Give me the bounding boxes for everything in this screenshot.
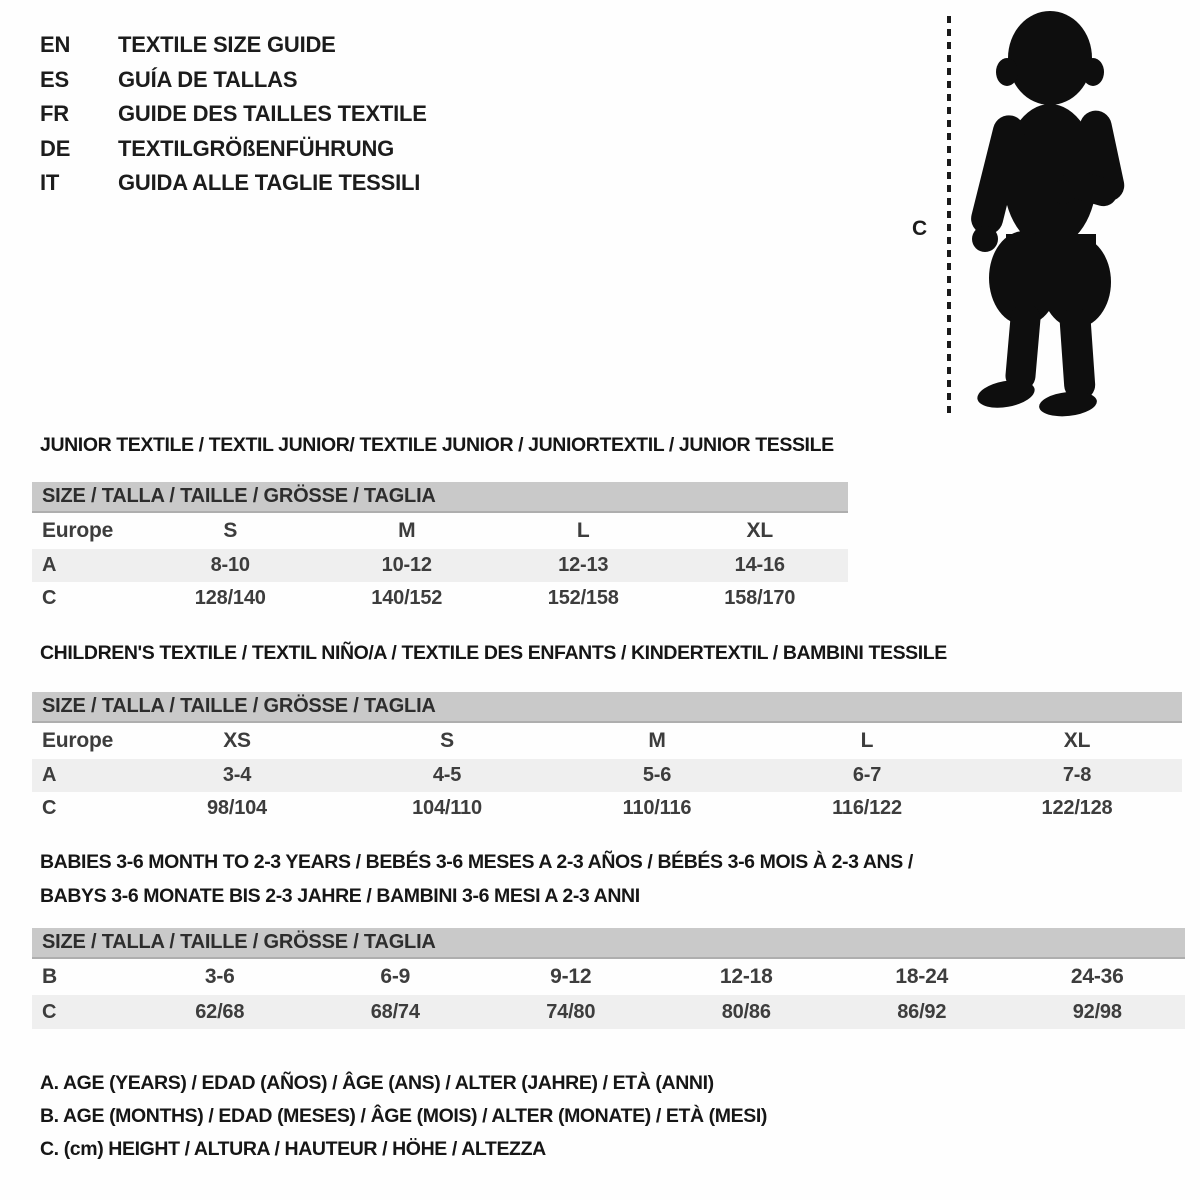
row-label: B — [42, 965, 57, 988]
lang-code: DE — [40, 135, 71, 161]
height-cell: 140/152 — [371, 587, 443, 609]
months-cell: 6-9 — [380, 965, 411, 988]
junior-size-table — [32, 482, 848, 615]
size-cell: XS — [223, 729, 251, 752]
row-label: A — [42, 554, 57, 576]
legend-line-height-cm: C. (cm) HEIGHT / ALTURA / HAUTEUR / HÖHE / ALTEZZA — [40, 1138, 546, 1160]
height-cell: 98/104 — [207, 797, 267, 819]
height-cell: 92/98 — [1072, 1000, 1122, 1023]
lang-row-it — [40, 166, 427, 201]
toddler-silhouette-icon — [962, 6, 1142, 418]
height-cell: 86/92 — [897, 1000, 947, 1023]
size-header-bar: SIZE / TALLA / TAILLE / GRÖSSE / TAGLIA — [32, 692, 1182, 723]
lang-row-en — [40, 28, 427, 63]
age-cell: 6-7 — [852, 764, 882, 786]
lang-title: GUIDA ALLE TAGLIE TESSILI — [118, 170, 421, 195]
size-header-bar: SIZE / TALLA / TAILLE / GRÖSSE / TAGLIA — [32, 928, 1185, 959]
age-cell: 5-6 — [642, 764, 672, 786]
size-cell: XL — [1063, 729, 1091, 752]
babies-section-title-line2: BABYS 3-6 MONATE BIS 2-3 JAHRE / BAMBINI 3-6 MESI A 2-3 ANNI — [40, 885, 640, 907]
table-row-europe — [32, 513, 848, 549]
lang-title: GUÍA DE TALLAS — [118, 66, 298, 92]
children-section-title: CHILDREN'S TEXTILE / TEXTIL NIÑO/A / TEXTILE DES ENFANTS / KINDERTEXTIL / BAMBINI TESSILE — [40, 642, 947, 664]
height-cell: 128/140 — [194, 587, 266, 609]
size-cell: M — [398, 519, 416, 542]
junior-section-title: JUNIOR TEXTILE / TEXTIL JUNIOR/ TEXTILE JUNIOR / JUNIORTEXTIL / JUNIOR TESSILE — [40, 434, 834, 456]
lang-row-es — [40, 63, 427, 98]
children-size-table — [32, 692, 1182, 825]
height-cell: 158/170 — [724, 587, 796, 609]
height-cell: 80/86 — [721, 1000, 771, 1023]
lang-code: IT — [40, 170, 60, 195]
months-cell: 3-6 — [204, 965, 235, 988]
age-cell: 3-4 — [222, 764, 252, 786]
row-label: C — [42, 1000, 57, 1023]
age-cell: 4-5 — [432, 764, 462, 786]
height-cell: 122/128 — [1041, 797, 1113, 819]
months-cell: 12-18 — [719, 965, 773, 988]
size-cell: XL — [746, 519, 773, 542]
lang-code: FR — [40, 101, 69, 126]
size-cell: L — [576, 519, 590, 542]
height-cell: 62/68 — [195, 1000, 245, 1023]
babies-section-title-line1: BABIES 3-6 MONTH TO 2-3 YEARS / BEBÉS 3-6 MESES A 2-3 AÑOS / BÉBÉS 3-6 MOIS À 2-3 ANS / — [40, 851, 913, 873]
row-label: C — [42, 797, 57, 819]
language-header — [40, 28, 427, 201]
legend-line-age-months: B. AGE (MONTHS) / EDAD (MESES) / ÂGE (MOIS) / ALTER (MONATE) / ETÀ (MESI) — [40, 1105, 767, 1127]
size-header-bar: SIZE / TALLA / TAILLE / GRÖSSE / TAGLIA — [32, 482, 848, 513]
table-row-months — [32, 959, 1185, 995]
row-label: A — [42, 764, 57, 786]
row-label: Europe — [42, 729, 114, 752]
months-cell: 18-24 — [895, 965, 949, 988]
size-cell: M — [648, 729, 666, 752]
size-cell: S — [223, 519, 238, 542]
size-cell: L — [860, 729, 874, 752]
lang-code: EN — [40, 32, 71, 57]
babies-size-table — [32, 928, 1185, 1029]
height-measure-label: C — [912, 217, 928, 240]
lang-code: ES — [40, 66, 69, 92]
table-row-age — [32, 549, 848, 582]
age-cell: 8-10 — [210, 554, 250, 576]
row-label: Europe — [42, 519, 114, 542]
table-row-age — [32, 759, 1182, 792]
lang-row-fr — [40, 97, 427, 132]
table-row-height — [32, 995, 1185, 1029]
age-cell: 14-16 — [734, 554, 785, 576]
height-measure-dashed-line — [947, 16, 951, 414]
height-cell: 152/158 — [547, 587, 619, 609]
height-cell: 68/74 — [370, 1000, 420, 1023]
months-cell: 24-36 — [1070, 965, 1124, 988]
lang-title: TEXTILGRÖßENFÜHRUNG — [118, 135, 395, 161]
height-cell: 104/110 — [412, 797, 482, 819]
height-cell: 74/80 — [546, 1000, 596, 1023]
height-cell: 116/122 — [832, 797, 902, 819]
table-row-height — [32, 582, 848, 615]
height-cell: 110/116 — [622, 797, 692, 819]
lang-row-de — [40, 132, 427, 167]
lang-title: TEXTILE SIZE GUIDE — [118, 32, 336, 57]
age-cell: 12-13 — [558, 554, 609, 576]
row-label: C — [42, 587, 57, 609]
months-cell: 9-12 — [550, 965, 592, 988]
lang-title: GUIDE DES TAILLES TEXTILE — [118, 101, 427, 126]
age-cell: 10-12 — [381, 554, 432, 576]
age-cell: 7-8 — [1062, 764, 1092, 786]
table-row-height — [32, 792, 1182, 825]
size-cell: S — [440, 729, 454, 752]
legend-line-age-years: A. AGE (YEARS) / EDAD (AÑOS) / ÂGE (ANS) / ALTER (JAHRE) / ETÀ (ANNI) — [40, 1072, 714, 1094]
table-row-europe — [32, 723, 1182, 759]
